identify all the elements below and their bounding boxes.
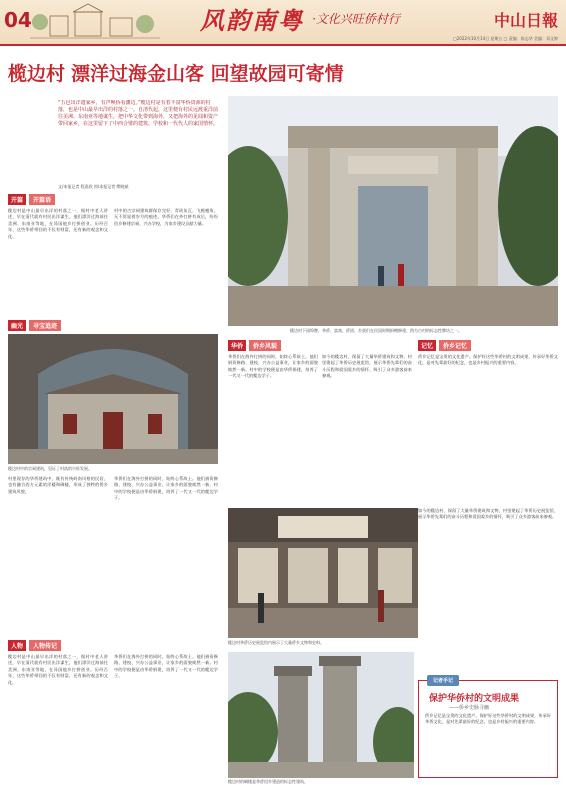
col4-text: 侨乡记忆是宝贵的文化遗产。保护好这些华侨村的文明成果，传承好华侨文化，是对先辈最好的纪念，也是乡村振兴的重要内容。 — [418, 354, 558, 366]
page-number: 04 — [4, 8, 32, 32]
section-tag: 开篇 — [8, 194, 26, 205]
col1-lower-text: 村里现存的华侨建筑中，既有传统岭南风格的民居，也有融合西方元素的洋楼和碉楼，形成了独特的侨乡建筑风貌。 — [8, 476, 108, 494]
diaolou-caption: 榄边村的碉楼是华侨回乡建造的标志性建筑。 — [228, 779, 308, 784]
column-slogan — [200, 2, 400, 34]
banner-village-illustration — [30, 2, 160, 42]
section-head-people — [8, 640, 61, 650]
reporter-note-text: 侨乡记忆是宝贵的文化遗产。保护好这些华侨村的文明成果，传承好华侨文化，是对先辈最好的纪念，也是乡村振兴的重要内容。 — [425, 713, 551, 725]
section-head-intro — [8, 194, 55, 204]
page-banner — [0, 0, 566, 44]
byline: 文/本报记者 程嘉欣 图/本报记者 缪晓斌 — [58, 184, 129, 189]
slogan-main: 风韵南粤 — [200, 5, 304, 35]
section-tag: 人物 — [8, 640, 26, 651]
section-head-treasure — [8, 320, 61, 330]
section-head-memory — [418, 340, 471, 350]
article-headline: 漂洋过海金山客 回望故园可寄情 — [71, 62, 344, 85]
diaolou-photo — [228, 652, 414, 778]
section-title: 开篇语 — [29, 194, 55, 205]
col2-text: 华侨们在海外打拼的同时，始终心系故土。他们捐资修路、建校、兴办公益事业，让家乡的面貌焕然一新。村中的学校便是由华侨捐建，培养了一代又一代的榄边学子。 — [228, 354, 318, 379]
header-rule — [0, 44, 566, 46]
col1b-bottom-text: 华侨们在海外打拼的同时，始终心系故土。他们捐资修路、建校、兴办公益事业，让家乡的面貌焕然一新。村中的学校便是由华侨捐建，培养了一代又一代的榄边学子。 — [114, 654, 218, 679]
section-head-scenery — [228, 340, 281, 350]
section-title: 寻宝追迹 — [29, 320, 61, 331]
article-lead: “五邑出洋遗家乡，有声唤侨看藩边。”榄边村是有着丰富华侨资源的村落，也是中山最早出洋的村落之一。自清代起，这里便有村民远渡重洋前往美洲、东南亚等地谋生，把中华文化带到海外，又把海外的见闻和资产带回家乡，在这里留下了中西合璧的建筑、学校和一代代人的家国情怀。 — [58, 100, 218, 127]
slogan-subtitle: ·文化兴旺侨村行 — [312, 11, 400, 26]
reporter-note-box — [418, 680, 558, 778]
section-tag: 记忆 — [418, 340, 436, 351]
museum-caption: 榄边村华侨历史展览馆内展示了大量侨乡文物和史料。 — [228, 640, 324, 645]
reporter-note-subtitle: ——侨乡史脉寻幽 — [449, 705, 490, 711]
col4-lower-text: 如今的榄边村，保留了大量华侨建筑和文物，村里建起了华侨历史展览馆，展示华侨先辈们的奋斗历程和爱国爱乡的情怀，吸引了众多游客前来参观。 — [418, 508, 558, 520]
village-name: 榄边村 — [8, 62, 66, 85]
newspaper-logo: 中山日報 — [493, 11, 558, 30]
section-title: 人物传记 — [29, 640, 61, 651]
section-title: 侨乡记忆 — [439, 340, 471, 351]
archway-photo — [228, 96, 558, 326]
col1-intro-text: 榄边村是中山最早出洋的村落之一，据村中老人讲述，早在清代就有村民出洋谋生，他们漂洋过海前往美洲、东南亚等地，在异国他乡打拼创业。历经百年，这些华侨带回的不仅有财富，还有新的观念和文化。 — [8, 208, 108, 239]
col1b-intro-text: 村中的古宗祠建筑群保存完好，青砖灰瓦、飞檐翘角，无不诉说着岁月的痕迹。华侨们在外打拼有成后，纷纷回乡修建宗祠、兴办学校，为家乡建设贡献力量。 — [114, 208, 218, 226]
reporter-note-title: 保护华侨村的文明成果 — [429, 694, 520, 704]
headline-area — [8, 52, 558, 92]
section-tag: 幽光 — [8, 320, 26, 331]
section-title: 侨乡风貌 — [249, 340, 281, 351]
col1-bottom-text: 榄边村是中山最早出洋的村落之一，据村中老人讲述，早在清代就有村民出洋谋生，他们漂洋过海前往美洲、东南亚等地，在异国他乡打拼创业。历经百年，这些华侨带回的不仅有财富，还有新的观念和文化。 — [8, 654, 108, 685]
archway-caption: 榄边村下园埠牌，华侨、富商、侨团、乡贤们在民国时期捐赠修建。图为古村的标志性牌坊之一。 — [290, 328, 462, 333]
dateline: □2022年10月14日 星期五 □ 责编：陈志华 美编：邓文婷 — [452, 36, 558, 41]
museum-photo — [228, 508, 418, 638]
col1b-lower-text: 华侨们在海外打拼的同时，始终心系故土。他们捐资修路、建校、兴办公益事业，让家乡的面貌焕然一新。村中的学校便是由华侨捐建，培养了一代又一代的榄边学子。 — [114, 476, 218, 501]
ancestral-hall-photo — [8, 334, 218, 464]
col3-text: 如今的榄边村，保留了大量华侨建筑和文物，村里建起了华侨历史展览馆，展示华侨先辈们的奋斗历程和爱国爱乡的情怀，吸引了众多游客前来参观。 — [322, 354, 412, 379]
ancestral-hall-caption: 榄边村中的宗祠建筑，见证了村落的兴旺发展。 — [8, 466, 92, 471]
reporter-note-tag: 记者手记 — [427, 675, 459, 686]
section-tag: 华侨 — [228, 340, 246, 351]
